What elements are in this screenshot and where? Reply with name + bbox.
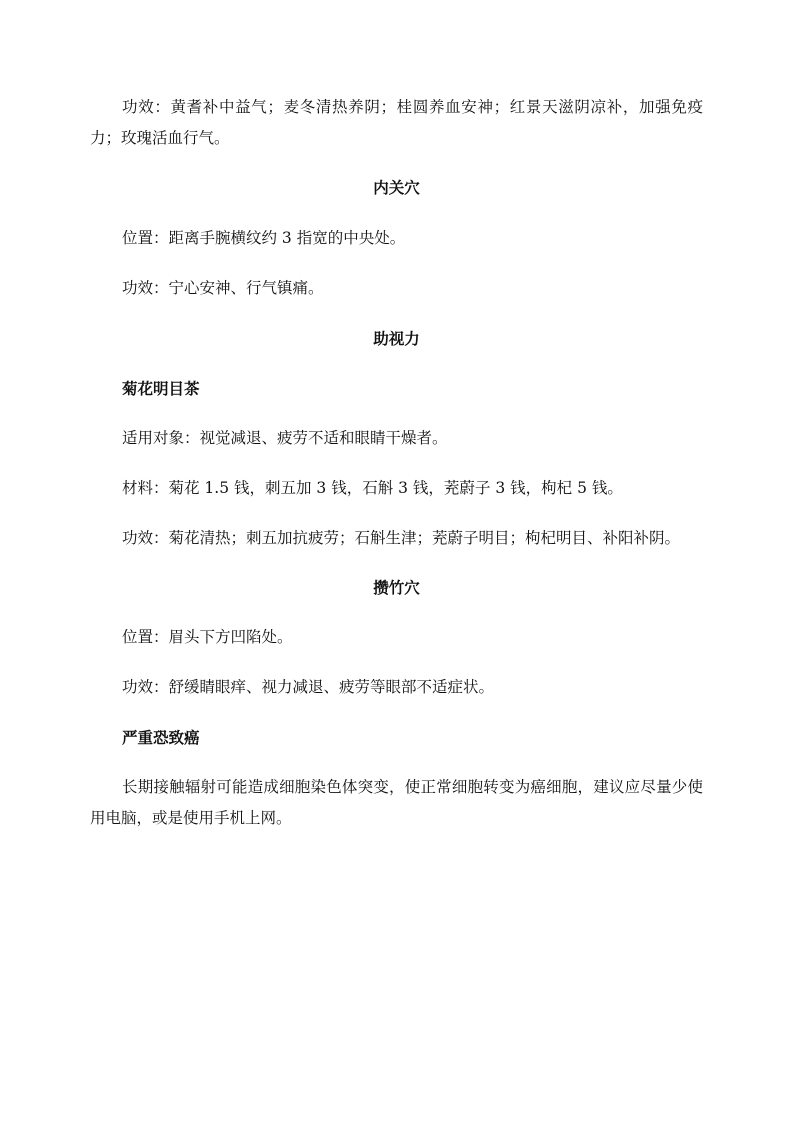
paragraph-ingredients: 材料：菊花 1.5 钱，刺五加 3 钱，石斛 3 钱，茺蔚子 3 钱，枸杞 5 钱。 — [122, 479, 623, 497]
heading-neiguan: 内关穴 — [373, 178, 420, 197]
heading-cuanzhu: 攒竹穴 — [373, 578, 420, 597]
paragraph-target: 适用对象：视觉减退、疲劳不适和眼睛干燥者。 — [122, 429, 448, 447]
paragraph-cuanzhu-location: 位置：眉头下方凹陷处。 — [122, 628, 293, 646]
heading-vision: 助视力 — [373, 329, 420, 348]
paragraph-tea-efficacy: 功效：菊花清热；刺五加抗疲劳；石斛生津；茺蔚子明目；枸杞明目、补阳补阴。 — [122, 529, 681, 547]
paragraph-neiguan-efficacy: 功效：宁心安神、行气镇痛。 — [122, 279, 324, 297]
paragraph-neiguan-location: 位置：距离手腕横纹约 3 指宽的中央处。 — [122, 229, 406, 247]
heading-cancer: 严重恐致癌 — [122, 728, 200, 747]
paragraph-cuanzhu-efficacy: 功效：舒缓睛眼痒、视力减退、疲劳等眼部不适症状。 — [122, 678, 495, 696]
paragraph-efficacy-1: 功效：黄耆补中益气；麦冬清热养阴；桂圆养血安神；红景天滋阴凉补，加强免疫力；玫瑰活血行气。 — [90, 98, 703, 147]
heading-chrysanthemum-tea: 菊花明目茶 — [122, 379, 200, 398]
paragraph-cancer: 长期接触辐射可能造成细胞染色体突变，使正常细胞转变为癌细胞，建议应尽量少使用电脑，或是使用手机上网。 — [90, 778, 703, 827]
